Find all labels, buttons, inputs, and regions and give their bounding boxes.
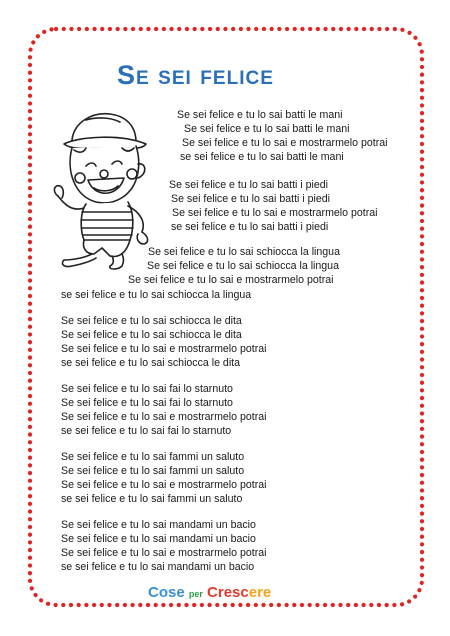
lyric-line: Se sei felice e tu lo sai batti i piedi bbox=[171, 193, 330, 205]
lyric-line: se sei felice e tu lo sai schiocca la lingua bbox=[61, 289, 252, 301]
lyric-line: Se sei felice e tu lo sai e mostrarmelo potrai bbox=[61, 479, 267, 491]
lyric-line: se sei felice e tu lo sai schiocca le dita bbox=[61, 357, 241, 369]
lyric-line: Se sei felice e tu lo sai mandami un bacio bbox=[61, 533, 256, 545]
lyric-line: Se sei felice e tu lo sai fammi un saluto bbox=[61, 465, 245, 477]
cartoon-child-with-hat-icon bbox=[50, 108, 160, 270]
lyric-line: Se sei felice e tu lo sai e mostrarmelo potrai bbox=[61, 411, 267, 423]
lyric-line: Se sei felice e tu lo sai mandami un bacio bbox=[61, 519, 256, 531]
lyric-line: se sei felice e tu lo sai mandami un bacio bbox=[61, 561, 255, 573]
lyric-line: Se sei felice e tu lo sai batti le mani bbox=[184, 123, 350, 135]
lyric-line: Se sei felice e tu lo sai batti i piedi bbox=[169, 179, 328, 191]
lyric-line: Se sei felice e tu lo sai schiocca le dita bbox=[61, 315, 242, 327]
lyric-line: Se sei felice e tu lo sai fai lo starnuto bbox=[61, 397, 233, 409]
lyric-line: Se sei felice e tu lo sai fammi un saluto bbox=[61, 451, 245, 463]
lyric-line: se sei felice e tu lo sai fammi un saluto bbox=[61, 493, 243, 505]
lyric-line: Se sei felice e tu lo sai e mostrarmelo potrai bbox=[128, 274, 334, 286]
logo-cose-per-crescere bbox=[148, 585, 271, 600]
logo-part-per: per bbox=[188, 589, 203, 599]
lyric-line: Se sei felice e tu lo sai fai lo starnuto bbox=[61, 383, 233, 395]
logo-part-cresc: Cresc bbox=[207, 584, 249, 601]
lyric-line: Se sei felice e tu lo sai e mostrarmelo potrai bbox=[61, 547, 267, 559]
lyric-line: Se sei felice e tu lo sai schiocca le dita bbox=[61, 329, 242, 341]
lyric-line: se sei felice e tu lo sai batti i piedi bbox=[171, 221, 329, 233]
lyric-line: Se sei felice e tu lo sai e mostrarmelo potrai bbox=[182, 137, 388, 149]
song-title: Se sei felice bbox=[117, 60, 274, 90]
lyric-line: se sei felice e tu lo sai fai lo starnuto bbox=[61, 425, 232, 437]
lyric-line: Se sei felice e tu lo sai schiocca la lingua bbox=[148, 246, 340, 258]
lyric-line: Se sei felice e tu lo sai e mostrarmelo potrai bbox=[61, 343, 267, 355]
logo-part-ere: ere bbox=[248, 584, 272, 601]
logo-part-cose: Cose bbox=[148, 584, 185, 601]
lyric-line: Se sei felice e tu lo sai e mostrarmelo potrai bbox=[172, 207, 378, 219]
lyric-line: se sei felice e tu lo sai batti le mani bbox=[180, 151, 344, 163]
lyric-line: Se sei felice e tu lo sai batti le mani bbox=[177, 109, 343, 121]
lyric-line: Se sei felice e tu lo sai schiocca la lingua bbox=[147, 260, 339, 272]
